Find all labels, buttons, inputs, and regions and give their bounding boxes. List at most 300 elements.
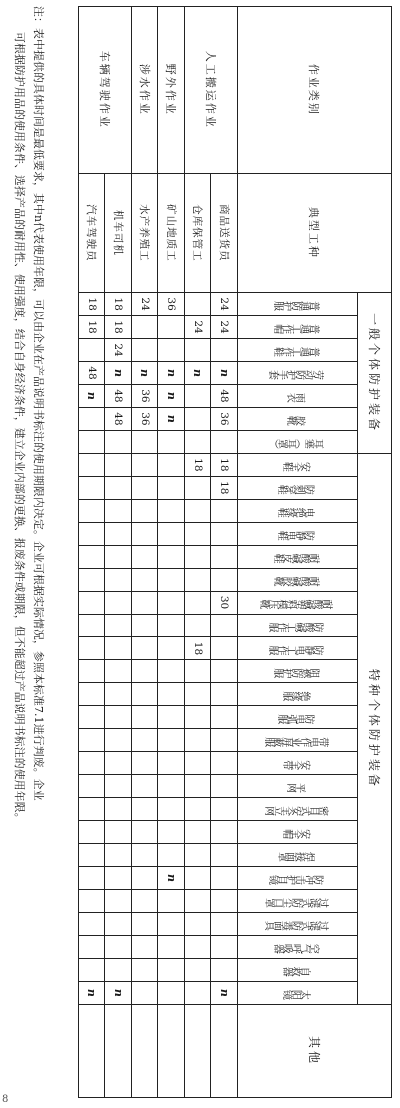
special-item-label: 密目式安全立网 [266,803,329,815]
page-number: 8 [2,1094,9,1105]
value-cell [185,752,212,775]
header-general-item [238,316,358,339]
special-item-label: 电绝缘鞋 [279,505,316,517]
worker-cell: 水产养殖工 [132,173,159,293]
special-item-label: 安全帽 [284,826,311,838]
value-cell [132,798,159,821]
header-special-item [238,798,358,821]
value-cell [185,614,212,637]
special-item-label: 耐酸碱皮鞋 [275,551,320,563]
value-cell [185,683,212,706]
value-cell [132,867,159,890]
value-cell [105,798,132,821]
value-cell [211,453,238,476]
value-cell [185,522,212,545]
value-cell [79,889,106,912]
value-cell [132,614,159,637]
value-cell [79,867,106,890]
value-cell [158,660,185,683]
special-item-label: 自救器 [284,964,311,976]
category-cell: 野外作业 [158,7,185,174]
value-cell [185,339,212,362]
cell-value: 36 [138,412,151,426]
cell-value: 18 [218,458,231,472]
header-special-item [238,867,358,890]
special-item-label: 耐酸碱塑料模压靴 [261,597,334,609]
value-cell [211,568,238,591]
value-cell [132,637,159,660]
header-special-item [238,614,358,637]
cell-value: 36 [165,297,178,311]
header-general-item [238,430,358,453]
value-cell [158,293,185,316]
value-cell [105,889,132,912]
value-cell [185,729,212,752]
header-special-item [238,821,358,844]
value-cell [79,660,106,683]
value-cell [158,316,185,339]
header-general-item [238,407,358,430]
value-cell [211,889,238,912]
cell-value: n [164,414,178,423]
value-cell [105,362,132,385]
cell-value: 18 [112,297,125,311]
cell-value: 18 [85,320,98,334]
cell-value: n [191,368,205,377]
cell-value: 18 [218,481,231,495]
value-cell [132,407,159,430]
value-cell [105,293,132,316]
value-cell [211,293,238,316]
cell-value: 18 [191,641,204,656]
other-cell [105,1005,132,1098]
cell-value: 36 [138,389,151,403]
value-cell [211,430,238,453]
value-cell [79,752,106,775]
value-cell [158,568,185,591]
special-item-label: 绝缘服 [284,688,311,700]
value-cell [132,339,159,362]
value-cell [158,752,185,775]
header-special: 特种个体防护装备 [358,453,392,1004]
general-item-label: 劳动防护手套 [270,367,325,379]
value-cell [105,981,132,1004]
value-cell [105,660,132,683]
cell-value: n [138,368,152,377]
value-cell [105,430,132,453]
value-cell [132,316,159,339]
worker-cell: 仓库保管工 [185,173,212,293]
value-cell [132,683,159,706]
value-cell [105,935,132,958]
value-cell [79,339,106,362]
value-cell [132,499,159,522]
value-cell [211,522,238,545]
cell-value: 24 [191,320,204,334]
special-item-label: 防酸碱工作服 [270,620,325,631]
value-cell [158,522,185,545]
value-cell [211,844,238,867]
value-cell [158,912,185,935]
value-cell [132,568,159,591]
value-cell [211,935,238,958]
value-cell [185,430,212,453]
worker-cell: 商品送货员 [211,173,238,293]
value-cell [211,867,238,890]
value-cell [158,637,185,660]
header-special-item [238,683,358,706]
table-row [158,7,185,1098]
special-item-label: 过滤式防毒面具 [266,918,329,930]
value-cell [79,384,106,407]
value-cell [158,981,185,1004]
general-item-label: 普通工作帽 [275,321,320,333]
value-cell [79,430,106,453]
header-special-item [238,912,358,935]
value-cell [105,453,132,476]
value-cell [105,384,132,407]
header-special-item [238,637,358,660]
header-special-item [238,958,358,981]
header-general-item [238,293,358,316]
value-cell [105,339,132,362]
value-cell [158,889,185,912]
value-cell [185,798,212,821]
value-cell [211,798,238,821]
special-item-label: 防冲击护目镜 [270,872,325,884]
special-item-label: 过滤式防尘口罩 [266,895,329,907]
table-row [105,7,132,1098]
value-cell [185,637,212,660]
value-cell [185,706,212,729]
value-cell [105,316,132,339]
header-general-item [238,384,358,407]
value-cell [158,591,185,614]
value-cell [185,912,212,935]
value-cell [185,453,212,476]
value-cell [79,362,106,385]
value-cell [79,522,106,545]
value-cell [185,591,212,614]
value-cell [185,499,212,522]
header-special-item [238,844,358,867]
value-cell [105,637,132,660]
value-cell [211,476,238,499]
cell-value: n [164,873,178,882]
cell-value: 18 [112,320,125,334]
value-cell [105,958,132,981]
general-item-label: 普通防护服 [275,298,320,310]
value-cell [158,614,185,637]
value-cell [211,545,238,568]
other-cell [158,1005,185,1098]
header-special-item [238,476,358,499]
value-cell [132,430,159,453]
cell-value: n [164,368,178,377]
category-cell: 人工搬运作业 [185,7,238,174]
value-cell [79,935,106,958]
value-cell [211,660,238,683]
special-item-label: 安全鞋 [284,459,311,471]
value-cell [132,453,159,476]
value-cell [132,821,159,844]
value-cell [185,867,212,890]
worker-cell: 矿山地质工 [158,173,185,293]
value-cell [211,637,238,660]
value-cell [132,545,159,568]
value-cell [211,339,238,362]
cell-value: n [85,988,99,997]
value-cell [105,821,132,844]
worker-cell: 机车司机 [105,173,132,293]
value-cell [158,706,185,729]
ppe-table [78,6,392,1098]
value-cell [105,729,132,752]
cell-value: 24 [218,320,231,334]
value-cell [79,591,106,614]
value-cell [211,775,238,798]
value-cell [132,752,159,775]
value-cell [105,706,132,729]
value-cell [132,522,159,545]
worker-cell: 汽车驾驶员 [79,173,106,293]
header-special-item [238,545,358,568]
cell-value: 36 [218,412,231,426]
value-cell [132,958,159,981]
cell-value: 24 [218,297,231,311]
value-cell [185,844,212,867]
value-cell [105,775,132,798]
value-cell [158,844,185,867]
cell-value: 24 [112,343,125,357]
value-cell [132,362,159,385]
value-cell [132,591,159,614]
other-cell [185,1005,212,1098]
other-cell [132,1005,159,1098]
header-special-item [238,522,358,545]
other-cell [211,1005,238,1098]
value-cell [185,316,212,339]
value-cell [211,821,238,844]
value-cell [105,545,132,568]
cell-value: 48 [112,412,125,426]
value-cell [79,729,106,752]
header-category: 作业类别 [238,7,392,174]
value-cell [185,293,212,316]
value-cell [185,660,212,683]
value-cell [79,316,106,339]
cell-value: n [111,988,125,997]
value-cell [105,522,132,545]
value-cell [211,752,238,775]
note-line-1: 注：表中提供的具体时间是最低要求，其中n代表使用年限，可以由企业在产品说明书标注的使用期限内决定。企业可根据实际情况，参照本标准7.1进行判废。企业 [32,6,45,801]
value-cell [105,912,132,935]
cell-value: 18 [191,458,204,472]
value-cell [79,844,106,867]
header-special-item [238,775,358,798]
cell-value: n [111,368,125,377]
value-cell [211,499,238,522]
value-cell [79,453,106,476]
value-cell [185,889,212,912]
value-cell [185,935,212,958]
value-cell [132,844,159,867]
special-item-label: 平网 [288,780,307,792]
value-cell [105,407,132,430]
header-special-item [238,591,358,614]
value-cell [105,499,132,522]
value-cell [132,981,159,1004]
value-cell [105,867,132,890]
value-cell [132,660,159,683]
value-cell [158,935,185,958]
other-cell [79,1005,106,1098]
value-cell [132,935,159,958]
value-cell [79,568,106,591]
header-general-item [238,339,358,362]
special-item-label: 空气呼吸器 [275,941,320,953]
value-cell [79,981,106,1004]
value-cell [79,476,106,499]
value-cell [185,407,212,430]
value-cell [185,981,212,1004]
header-worktype: 典型工种 [238,173,392,293]
cell-value: n [217,368,231,377]
cell-value: n [164,391,178,400]
value-cell [158,729,185,752]
value-cell [105,476,132,499]
table-row [211,7,238,1098]
value-cell [132,384,159,407]
value-cell [79,683,106,706]
special-item-label: 耐酸碱胶靴 [275,574,320,586]
value-cell [158,476,185,499]
special-item-label: 带电作业屏蔽服 [266,734,329,746]
special-item-label: 焊接面罩 [279,849,316,861]
header-general-item [238,362,358,385]
value-cell [79,912,106,935]
value-cell [79,545,106,568]
value-cell [79,798,106,821]
value-cell [132,706,159,729]
table-row [132,7,159,1098]
value-cell [105,568,132,591]
special-item-label: 防静电工作服 [270,642,325,654]
value-cell [185,568,212,591]
value-cell [79,821,106,844]
general-item-label: 普通工作鞋 [275,344,320,356]
value-cell [132,476,159,499]
value-cell [79,614,106,637]
cell-value: 48 [85,366,98,380]
value-cell [158,384,185,407]
header-special-item [238,660,358,683]
value-cell [79,499,106,522]
table-note [10,6,48,1098]
value-cell [158,430,185,453]
value-cell [211,316,238,339]
value-cell [132,729,159,752]
special-item-label: 太阳镜 [284,987,311,999]
value-cell [158,499,185,522]
value-cell [105,591,132,614]
value-cell [185,821,212,844]
header-special-item [238,499,358,522]
general-item-label: 胶靴 [288,413,307,425]
header-special-item [238,981,358,1004]
general-item-label: 雨衣 [288,390,307,402]
value-cell [79,775,106,798]
special-item-label: 防刺穿鞋 [279,482,316,494]
value-cell [185,545,212,568]
cell-value: 18 [85,297,98,311]
category-cell: 车辆驾驶作业 [79,7,132,174]
value-cell [79,407,106,430]
special-item-label: 防静电鞋 [279,528,316,540]
value-cell [211,706,238,729]
value-cell [158,958,185,981]
value-cell [211,591,238,614]
cell-value: n [217,988,231,997]
value-cell [132,889,159,912]
value-cell [185,476,212,499]
cell-value: 24 [138,297,151,311]
value-cell [185,775,212,798]
value-cell [79,293,106,316]
value-cell [185,958,212,981]
general-item-label: 耳塞（耳罩） [270,436,325,448]
value-cell [211,362,238,385]
value-cell [158,407,185,430]
header-other: 其他 [238,1005,392,1098]
category-cell: 涉水作业 [132,7,159,174]
value-cell [158,798,185,821]
header-special-item [238,453,358,476]
value-cell [158,683,185,706]
value-cell [211,729,238,752]
header-special-item [238,752,358,775]
value-cell [132,912,159,935]
value-cell [211,614,238,637]
cell-value: 48 [112,389,125,403]
value-cell [158,775,185,798]
header-special-item [238,729,358,752]
value-cell [105,752,132,775]
value-cell [79,958,106,981]
value-cell [211,912,238,935]
value-cell [105,844,132,867]
value-cell [158,362,185,385]
note-line-2: 可根据防护用品的使用条件、选择产品的耐用性、使用强度，结合自身经济条件，建立企业内部的更换、报废条件或期限，但不能超过产品说明书标注的使用年限。 [13,32,26,824]
value-cell [105,683,132,706]
value-cell [185,384,212,407]
cell-value: n [85,391,99,400]
value-cell [211,407,238,430]
value-cell [158,545,185,568]
value-cell [105,614,132,637]
special-item-label: 安全带 [284,757,311,769]
value-cell [158,867,185,890]
special-item-label: 防电弧服 [279,711,316,723]
value-cell [158,453,185,476]
cell-value: 30 [218,595,231,610]
header-special-item [238,935,358,958]
header-general: 一般个体防护装备 [358,293,392,454]
value-cell [211,958,238,981]
value-cell [211,683,238,706]
value-cell [211,384,238,407]
value-cell [185,362,212,385]
